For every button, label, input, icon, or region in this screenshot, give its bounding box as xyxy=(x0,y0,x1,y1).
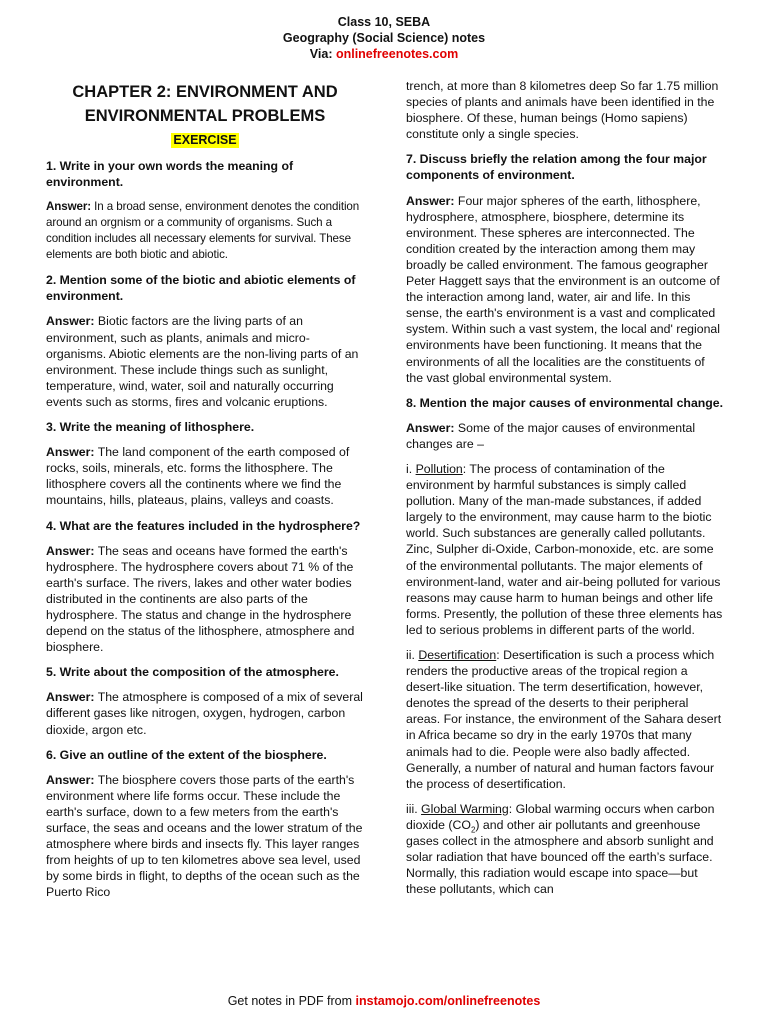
answer-6-continued: trench, at more than 8 kilometres deep So far 1.75 million species of plants and animals have been identified in the biosphere. Of these, human beings (Homo sapiens) constitute only a single species. xyxy=(406,79,719,142)
answer-6-text: The biosphere covers those parts of the earth's environment where life forms occur. These include the earth's surface, down to a few meters from the earth's surface, the seas and oceans and the lower stratum of the atmosphere where birds and insects fly. This layer ranges from heights of up to ten kilometres above sea level, used by some birds in flight, to depths of the ocean such as the Puerto Rico xyxy=(46,772,363,900)
header-subject: Geography (Social Science) notes xyxy=(282,31,486,45)
co2-subscript: 2 xyxy=(470,825,476,835)
right-column xyxy=(406,78,724,906)
cause-global-warming-prefix: iii. xyxy=(406,801,422,816)
cause-global-warming-term: Global Warming xyxy=(421,801,509,816)
answer-label: Answer: xyxy=(46,314,95,329)
cause-global-warming-text-a: : Global warming occurs when carbon dioxide (CO xyxy=(406,801,715,832)
answer-label: Answer: xyxy=(46,690,95,705)
answer-4 xyxy=(46,543,364,656)
cause-desertification-prefix: ii. xyxy=(406,648,419,662)
page-header xyxy=(0,14,768,62)
cause-desertification xyxy=(406,647,724,792)
cause-pollution-prefix: i. xyxy=(406,461,416,476)
question-1: 1. Write in your own words the meaning of environment. xyxy=(46,159,294,190)
header-class: Class 10, SEBA xyxy=(337,15,431,29)
answer-label: Answer: xyxy=(406,420,455,435)
answer-label: Answer: xyxy=(46,445,95,460)
question-7: 7. Discuss briefly the relation among the four major components of environment. xyxy=(406,152,707,183)
question-6: 6. Give an outline of the extent of the biosphere. xyxy=(46,747,327,762)
header-via-label: Via: xyxy=(309,47,336,61)
answer-3-text: The land component of the earth composed of rocks, soils, minerals, etc. forms the lithosphere. The lithosphere covers all the continents where we find the mountains, hills, plateaus, plains, valleys and coasts. xyxy=(46,445,350,508)
footer-prefix: Get notes in PDF from xyxy=(227,994,356,1008)
answer-2-text: Biotic factors are the living parts of an environment, such as plants, animals and micro-organisms. Abiotic elements are the non-living parts of an environment. These include things such as sunlight, temperature, wind, water, soil and naturally occurring events such as storms, fires and volcanic eruptions. xyxy=(46,314,359,409)
answer-label: Answer: xyxy=(46,772,95,787)
cause-pollution-text: : The process of contamination of the environment by harmful substances is simply called pollution. Many of the man-made substances, if added largely to the environment, may cause harm to the biotic world. Such substances are generally called pollutants. Zinc, Sulpher di-Oxide, Carbon-monoxide, etc. are some of the environmental pollutants. The major elements of environment-land, water and air-being polluted for various reasons may cause harm to human beings and other life forms. Presently, the pollution of these three elements has led to serious problems in different parts of the world. xyxy=(406,461,723,637)
answer-label: Answer: xyxy=(46,543,95,558)
left-column xyxy=(46,78,364,909)
answer-6 xyxy=(46,772,364,901)
answer-7-text: Four major spheres of the earth, lithosphere, hydrosphere, atmosphere, biosphere, determine its environment. These spheres are interconnected. The condition created by the interaction among them may broadly be called environment. The famous geographer Peter Haggett says that the environment is an outcome of the interaction among land, water, air and life. In this sense, the earth's environment is a vast and complicated system. Within such a vast system, the local and' regional environments have been functioning. It means that the environments of all the localities are the constituents of the vast global environmental system. xyxy=(406,193,721,385)
question-3: 3. Write the meaning of lithosphere. xyxy=(46,420,255,435)
cause-pollution-term: Pollution xyxy=(415,461,463,476)
cause-global-warming xyxy=(406,801,724,898)
header-via xyxy=(0,46,768,62)
page-footer xyxy=(0,994,768,1008)
answer-label: Answer: xyxy=(406,193,455,208)
cause-pollution xyxy=(406,461,724,638)
answer-1 xyxy=(46,199,364,263)
answer-2 xyxy=(46,313,364,410)
question-2: 2. Mention some of the biotic and abiotic elements of environment. xyxy=(46,273,356,304)
question-5: 5. Write about the composition of the atmosphere. xyxy=(46,665,339,680)
answer-3 xyxy=(46,444,364,508)
answer-8-text: Some of the major causes of environmental changes are – xyxy=(406,420,696,451)
exercise-heading xyxy=(46,132,364,148)
answer-4-text: The seas and oceans have formed the earth's hydrosphere. The hydrosphere covers about 71 % of the earth's surface. The rivers, lakes and other water bodies distributed in the continents are also parts of the hydrosphere. The status and change in the hydrosphere depend on the status of the lithosphere, atmosphere and biosphere. xyxy=(46,543,355,655)
answer-1-text: In a broad sense, environment denotes the condition around an orgnism or a community of organisms. Such a condition includes all necessary elements for survival. These elements are both biotic and abiotic. xyxy=(46,200,360,262)
answer-5-text: The atmosphere is composed of a mix of several different gases like nitrogen, oxygen, hydrogen, carbon dioxide, argon etc. xyxy=(46,690,363,737)
chapter-title: CHAPTER 2: ENVIRONMENT AND ENVIRONMENTAL PROBLEMS xyxy=(72,83,338,125)
answer-8 xyxy=(406,420,724,452)
footer-link[interactable]: instamojo.com/onlinefreenotes xyxy=(355,994,541,1008)
cause-global-warming-text-b: ) and other air pollutants and greenhouse gases collect in the atmosphere and absorb sunlight and solar radiation that have bounced off the earth’s surface. Normally, this radiation would escape into space—but these pollutants, which can xyxy=(406,817,714,897)
cause-desertification-text: : Desertification is such a process which renders the productive areas of the tropical region a desert-like situation. The term desertification, however, denotes the spread of the deserts to their peripheral areas. For instance, the environment of the Sahara desert in Africa became so dry in the early 1970s that many animals had to die. People were also badly affected. Generally, a number of natural and human factors favour the process of desertification. xyxy=(406,648,722,791)
question-4: 4. What are the features included in the hydrosphere? xyxy=(46,518,361,533)
question-8: 8. Mention the major causes of environmental change. xyxy=(406,395,724,410)
answer-label: Answer: xyxy=(46,200,92,214)
exercise-label: EXERCISE xyxy=(173,133,237,147)
answer-7 xyxy=(406,193,724,386)
cause-desertification-term: Desertification xyxy=(418,648,497,662)
header-via-link[interactable]: onlinefreenotes.com xyxy=(335,47,459,61)
answer-5 xyxy=(46,689,364,737)
